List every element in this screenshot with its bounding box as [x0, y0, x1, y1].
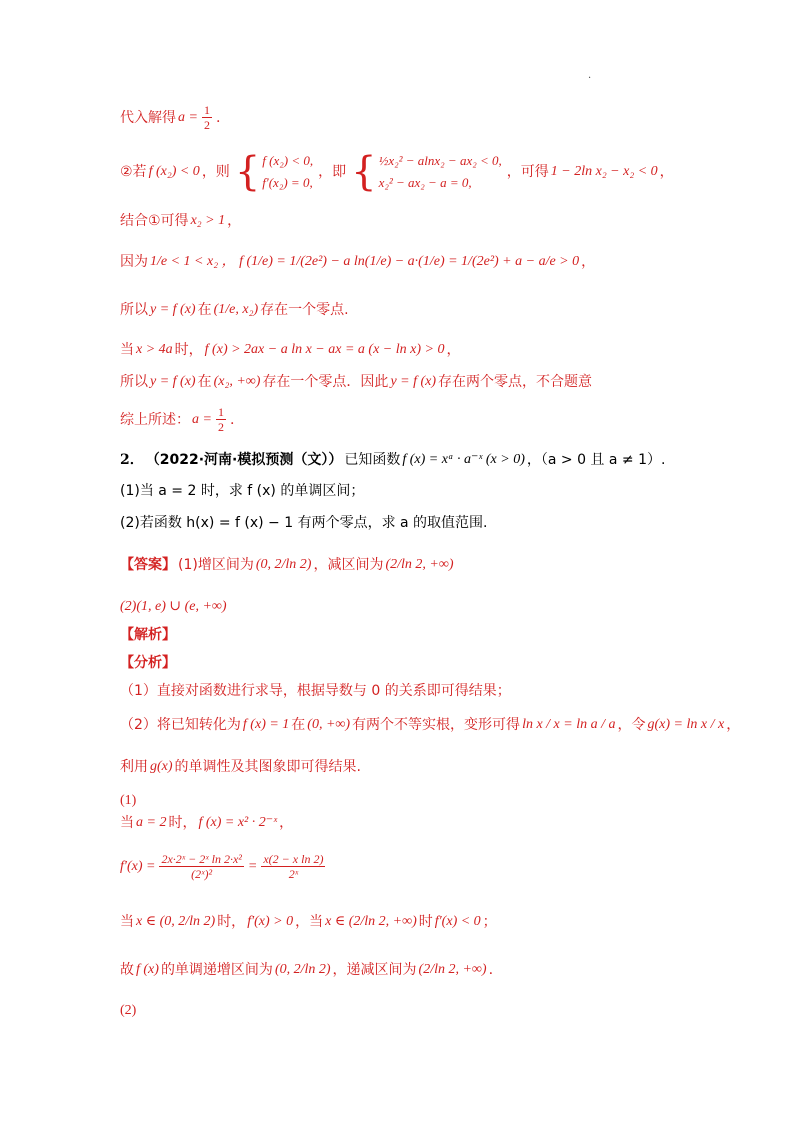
- line-case-2: ②若 f (x₂) < 0 ，则 { f (x₂) < 0, f′(x₂) = 0, ，即 { ½x₂² − alnx₂ − ax₂ < 0, x₂² − ax₂ − a = 0, ，可得 1 − 2ln x₂ − x₂ < 0 ，: [120, 149, 674, 195]
- math: a =: [178, 109, 198, 125]
- answer-line-2: (2)(1, e) ∪ (e, +∞): [120, 599, 227, 614]
- equation-system-2: { ½x₂² − alnx₂ − ax₂ < 0, x₂² − ax₂ − a = 0,: [351, 149, 502, 195]
- fraction: $\frac{\text{2x·2ˣ − 2ˣ ln 2·x²}}{\text{(2ˣ)²}}$: [161, 852, 242, 881]
- solution-derivative: f′(x) = $\frac{\text{2x·2ˣ − 2ˣ ln 2·x²}}{\text{(2ˣ)²}}$ = $\frac{\text{x(2 − x ln 2)}}{\text{2ˣ}}$: [120, 852, 324, 881]
- line-zero-1: 所以 y = f (x) 在 (1/e, x₂) 存在一个零点.: [120, 302, 349, 318]
- section-fenxi: 【分析】: [120, 655, 176, 671]
- line-combine: 结合①可得 x₂ > 1 ，: [120, 213, 242, 229]
- analysis-3: 利用 g(x) 的单调性及其图象即可得结果.: [120, 759, 361, 775]
- question-2-part-1: (1)当 a = 2 时，求 f (x) 的单调区间；: [120, 483, 365, 499]
- analysis-2: （2）将已知转化为 f (x) = 1 在 (0, +∞) 有两个不等实根，变形可得 ln x / x = ln a / a ，令 g(x) = ln x / x ，: [120, 717, 741, 733]
- question-2-part-2: (2)若函数 h(x) = f (x) − 1 有两个零点，求 a 的取值范围.: [120, 515, 488, 531]
- section-jiexi: 【解析】: [120, 627, 176, 643]
- analysis-1: （1）直接对函数进行求导，根据导数与 0 的关系即可得结果；: [120, 683, 511, 699]
- solution-part-1-label: (1): [120, 793, 137, 808]
- text: 代入解得: [120, 109, 176, 126]
- answer-line-1: 【答案】 (1)增区间为 (0, 2/ln 2) ，减区间为 (2/ln 2, +∞): [120, 557, 454, 573]
- fraction: $\frac{1}{2}$: [203, 103, 210, 132]
- page-dot: .: [588, 70, 592, 81]
- question-2: 2． （2022·河南·模拟预测（文）） 已知函数 f (x) = xᵃ · a⁻ˣ (x > 0) ，（a > 0 且 a ≠ 1）.: [120, 452, 666, 468]
- line-substitute: 代入解得 a = $\frac{1}{2}$ .: [120, 103, 221, 132]
- fraction: $\frac{1}{2}$: [217, 405, 224, 434]
- solution-part-2-label: (2): [120, 1003, 137, 1018]
- solution-conclusion: 故 f (x) 的单调递增区间为 (0, 2/ln 2) ，递减区间为 (2/ln 2, +∞) .: [120, 962, 494, 978]
- solution-line-1: 当 a = 2 时， f (x) = x² · 2⁻ˣ ，: [120, 815, 294, 831]
- equation-system-1: { f (x₂) < 0, f′(x₂) = 0,: [234, 149, 314, 195]
- line-summary: 综上所述： a = $\frac{1}{2}$ .: [120, 405, 235, 434]
- solution-monotonic: 当 x ∈ (0, 2/ln 2) 时， f′(x) > 0 ，当 x ∈ (2/ln 2, +∞) 时 f′(x) < 0 ；: [120, 914, 497, 930]
- line-because: 因为 1/e < 1 < x₂ ， f (1/e) = 1/(2e²) − a ln(1/e) − a·(1/e) = 1/(2e²) + a − a/e > 0 ，: [120, 254, 596, 270]
- line-when-x: 当 x > 4a 时， f (x) > 2ax − a ln x − ax = a (x − ln x) > 0 ，: [120, 342, 461, 358]
- fraction: $\frac{\text{x(2 − x ln 2)}}{\text{2ˣ}}$: [263, 852, 324, 881]
- line-zero-2: 所以 y = f (x) 在 (x₂, +∞) 存在一个零点．因此 y = f (x) 存在两个零点，不合题意: [120, 374, 593, 390]
